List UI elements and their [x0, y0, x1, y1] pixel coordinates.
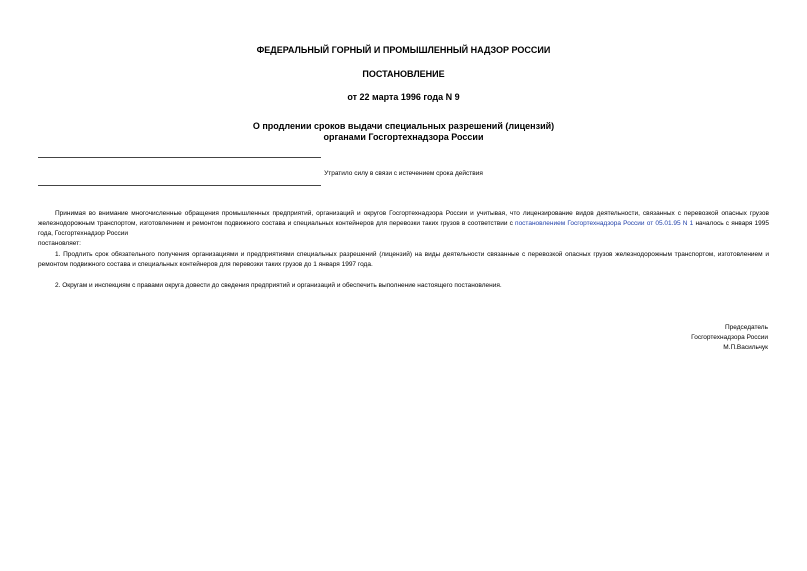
intro-text-before: Принимая во внимание многочисленные обращения промышленных предприятий, организаций и округов Госгортехнадзора России и учитывая, что лицензирование видов деятельности, связанных с перевозкой опасных грузов железнодорожным транспортом, изготовлением и ремонтом подвижного состава и специальных контейнеров для перевозки таких грузов в соответствии с	[38, 210, 769, 227]
resolves-label: постановляет:	[38, 240, 81, 247]
subject-line-1: О продлении сроков выдачи специальных разрешений (лицензий)	[252, 121, 555, 131]
agency-title: ФЕДЕРАЛЬНЫЙ ГОРНЫЙ И ПРОМЫШЛЕННЫЙ НАДЗОР РОССИИ	[256, 45, 551, 55]
document-date-number: от 22 марта 1996 года N 9	[347, 92, 460, 102]
status-note: Утратило силу в связи с истечением срока действия	[324, 170, 483, 177]
clause-1: 1. Продлить срок обязательного получения организациями и предприятиями специальных разрешений (лицензий) на виды деятельности связанные с перевозкой опасных грузов железнодорожным транспортом, изготовлением и ремонтом подвижного состава и специальных контейнеров для перевозки таких грузов до 1 января 1997 года.	[38, 251, 769, 268]
document-kind: ПОСТАНОВЛЕНИЕ	[362, 69, 445, 79]
divider-bottom	[38, 185, 321, 186]
intro-paragraph	[38, 209, 769, 239]
document-subject	[0, 121, 807, 143]
decree-link[interactable]: постановлением Госгортехнадзора России от 05.01.95 N 1	[515, 220, 694, 227]
subject-line-2: органами Госгортехнадзора России	[323, 132, 484, 142]
signatory-name: М.П.Васильчук	[723, 344, 768, 351]
signatory-title: Председатель	[724, 324, 768, 331]
clause-2: 2. Округам и инспекциям с правами округа довести до сведения предприятий и организаций и обеспечить выполнение настоящего постановления.	[55, 282, 502, 289]
signature-block	[568, 323, 768, 353]
signatory-org: Госгортехнадзора России	[691, 334, 768, 341]
divider-top	[38, 157, 321, 158]
intro-text-after: началось с января 1995 года, Госгортехнадзор России	[38, 220, 769, 237]
